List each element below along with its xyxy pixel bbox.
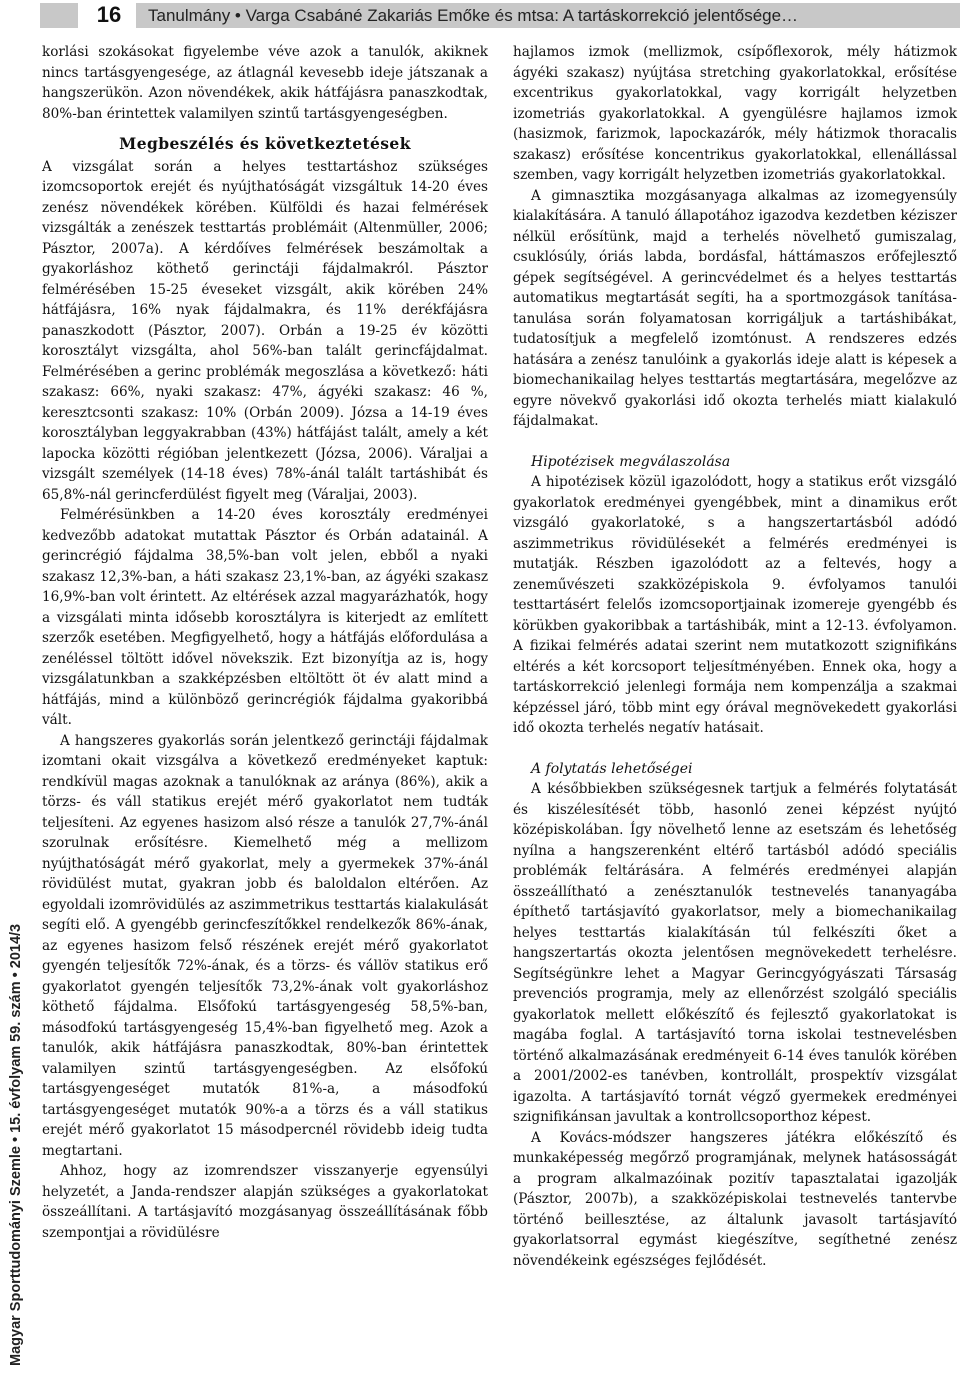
paragraph: A vizsgálat során a helyes testtartáshoz szükséges izomcsoportok erejét és nyújthatóságát vizsgáltuk 14-20 éves zenész növendékek körében. Külföldi és hazai felmérések vizsgálták a zenészek testtartás problémáit (Altenmüller, 2006; Pásztor, 2007a). A kérdőíves felmérések beszámoltak a gyakorláshoz köthető gerinctáji fájdalmakról. Pásztor felmérésében 15-25 éveseket vizsgált, akik körében 24% hátfájásra, 16% nyak fájdalmakra, és 11% derékfájásra panaszkodott (Pásztor, 2007). Orbán a 19-25 év közötti korosztályt vizsgálta, ahol 56%-ban talált gerincfájdalmat. Felmérésében a gerinc problémák megoszlása a következő: háti szakasz: 66%, nyaki szakasz: 47%, ágyéki szakasz: 46 %, keresztcsonti szakasz: 10% (Orbán 2009). Józsa a 14-19 éves korosztályban leggyakrabban (43%) hátfájást talált, amely a két lapocka közötti régióban jelentkezett (Józsa, 2006). Váraljai a vizsgált személyek (14-18 éves) 78%-ánál talált tartáshibát és 65,8%-nál gerincferdülést figyelt meg (Váraljai, 2003). xyxy=(42,158,488,503)
paragraph-intro: korlási szokásokat figyelembe véve azok a tanulók, akiknek nincs tartásgyengesége, az átlagnál kevesebb ideje játszanak a hangszerükön. Azon növendékek, akik hátfájásra panaszkodtak, 80%-ban érintettek valamilyen szintű tartásgyengeségben. xyxy=(42,44,488,122)
paragraph: Felmérésünkben a 14-20 éves korosztály eredményei kedvezőbb adatokat mutattak Pásztor és Orbán adatainál. A gerincrégió fájdalma 38,5%-ban volt jelen, ebből a nyaki szakasz 12,3%-ban, a háti szakasz 23,1%-ban, az ágyéki szakasz 16,9%-ban volt érintett. Az eltérések azzal magyarázhatók, hogy a vizsgálati minta idősebb korosztályra is kiterjedt az említett szerzők esetében. Megfigyelhető, hogy a hátfájás előfordulása a zenéléssel töltött idővel növekszik. Ezt bizonyítja az is, hogy vizsgálatunkban a szakképzésben eltöltött öt év alatt mind a hátfájás, mind a különböző gerincrégiók fájdalma gyakoribbá vált. xyxy=(42,507,488,728)
section-heading-discussion: Megbeszélés és következtetések xyxy=(119,134,411,153)
subheading-hypotheses: Hipotézisek megválaszolása xyxy=(531,453,731,470)
paragraph: A Kovács-módszer hangszeres játékra előkészítő és munkaképesség megőrző programjának, melynek hatásosságát a program alkalmazóinak pozitív tapasztalatai igazolják (Pásztor, 2007b), a szakközépiskolai testnevelés tantervbe történő beillesztése, az általunk javasolt tartásjavító gyakorlatsorral egymást kiegészítve, segíthetné zenész növendékeink egészséges fejlődését. xyxy=(513,1129,957,1269)
right-column xyxy=(513,42,957,1271)
paragraph: A hipotézisek közül igazolódott, hogy a statikus erőt vizsgáló gyakorlatok eredményei gyengébbek, mint a dinamikus erőt vizsgáló gyakorlatoké, s a hangszertartásból adódó aszimmetrikus rövidülésekét a felmérés eredményei is mutatják. Részben igazolódott az a feltevés, hogy a zeneművészeti szakközépiskola 9. évfolyamos tanulói testtartásért felelős izomcsoportjainak izomereje gyengébb és körükben gyakoribbak a tartáshibák, mint a 12-13. évfolyamon. A fizikai felmérés adatai szerint nem mutatkozott szignifikáns eltérés a két korcsoport teljesítményében. Ennek oka, hogy a tartáskorrekció jelenlegi formája nem kompenzálja a szakmai képzéssel járó, több mint egy órával megnövekedett gyakorlási idő okozta terhelés negatív hatásait. xyxy=(513,474,957,736)
paragraph: A hangszeres gyakorlás során jelentkező gerinctáji fájdalmak izomtani okait vizsgálva a következő eredményeket kaptuk: rendkívül magas azoknak a tanulóknak az aránya (86%), akik a törzs- és váll statikus erejét mérő gyakorlatot nem tudták teljesíteni. Az egyenes hasizom alsó része a tanulók 27,7%-ánál szorulnak erősítésre. Kiemelhető még a mellizom nyújthatóságát mérő gyakorlat, mely a gyermekek 37%-ánál rövidülést mutat, gyakran jobb és baloldalon eltérően. Az egyoldali izomrövidülés az aszimmetrikus testtartás kialakulását segíti elő. A gyengébb gerincfeszítőkkel rendelkezők 86%-ának, az egyenes hasizom felső részének erejét mérő gyakorlatot gyengén teljesítők 72%-ának, és a törzs- és vállöv statikus erő gyakorlatot gyengén teljesítők 73,2%-ának volt gyakorláshoz köthető fájdalma. Elsőfokú tartásgyengeség 58,5%-ban, másodfokú tartásgyengeség 15,4%-ban figyelhető meg. Azok a tanulók, akik hátfájásra panaszkodtak, 80%-ban érintettek valamilyen szintű tartásgyengeségben. Az elsőfokú tartásgyengeséget mutatók 81%-a, a másodfokú tartásgyengeséget mutatók 90%-a a törzs és a váll statikus erejét mérő gyakorlatot 15 másodpercnél rövidebb ideig tudta megtartani. xyxy=(42,732,488,1159)
paragraph: A későbbiekben szükségesnek tartjuk a felmérés folytatását és kiszélesítését több, hasonló zenei képzést nyújtó középiskolában. Így növelhető lenne az esetszám és lehetőség nyílna a hangszerenként eltérő tartásból adódó speciális problémák feltárására. A felmérés eredményei alapján összeállítható a zenésztanulók testnevelés tananyagába építhető tartásjavító gyakorlatsor, mely a biomechanikailag helyes testtartás kialakításán túl felkészíti őket a hangszertartás okozta jelentősen megnövekedett terhelésre. Segítségünkre lehet a Magyar Gerincgyógyászati Társaság prevenciós programja, mely az ellenőrzést szolgáló speciális gyakorlatok mellett előkészítő és fejlesztő gyakorlatokat is magába foglal. A tartásjavító torna iskolai testnevelésben történő alkalmazásának eredményeit 6-14 éves tanulók körében a 2001/2002-es tanévben, kontrollált, prospektív vizsgálat igazolta. A tartásjavító tornát végző gyermekek eredményei szignifikánsan javultak a kontrollcsoporthoz képest. xyxy=(513,781,957,1125)
paragraph: Ahhoz, hogy az izomrendszer visszanyerje egyensúlyi helyzetét, a Janda-rendszer alapján szükséges a gyakorlatokat összeállítani. A tartásjavító mozgásanyag összeállításának főbb szempontjai a rövidülésre xyxy=(42,1163,488,1241)
page-number: 16 xyxy=(96,2,122,27)
journal-side-label: Magyar Sporttudományi Szemle • 15. évfolyam 59. szám • 2014/3 xyxy=(8,923,24,1366)
running-title: Tanulmány • Varga Csabáné Zakariás Emőke és mtsa: A tartáskorrekció jelentősége… xyxy=(136,3,960,28)
header-accent-block xyxy=(40,3,78,28)
paragraph-continued: hajlamos izmok (mellizmok, csípőflexorok, mély hátizmok ágyéki szakasz) nyújtása stretching gyakorlatokkal, erősítése excentrikus gyakorlatokkal, vagy korrigált helyzetben izometriás gyakorlatokkal. A gyengülésre hajlamos izmok (hasizmok, farizmok, lapockazárók, mély hátizmok thoracalis szakasz) erősítése koncentrikus gyakorlatokkal, ellenállással szemben, vagy korrigált helyzetben izometriás gyakorlatokkal. xyxy=(513,44,957,183)
paragraph: A gimnasztika mozgásanyaga alkalmas az izomegyensúly kialakítására. A tanuló állapotához igazodva kezdetben kéziszer nélkül erősítünk, majd a terhelés növelhető gumiszalag, csuklósúly, óriás labda, bordásfal, háttámaszos erőfejlesztő gépek segítségével. A gerincvédelmet és a helyes testtartás automatikus megtartását segíti, ha a sportmozgások tanítása-tanulása során folyamatosan korrigáljuk a tartáshibákat, tudatosítjuk a megfelelő izomtónust. A rendszeres edzés hatására a zenész tanulóink a gyakorlás ideje alatt is képesek a biomechanikailag helyes testtartás megtartására, megelőzve az egyre növekvő gyakorlási idő okozta terhelés miatt kialakuló fájdalmakat. xyxy=(513,187,957,429)
subheading-continuation: A folytatás lehetőségei xyxy=(531,760,693,777)
running-header xyxy=(0,0,960,30)
left-column xyxy=(42,42,488,1243)
